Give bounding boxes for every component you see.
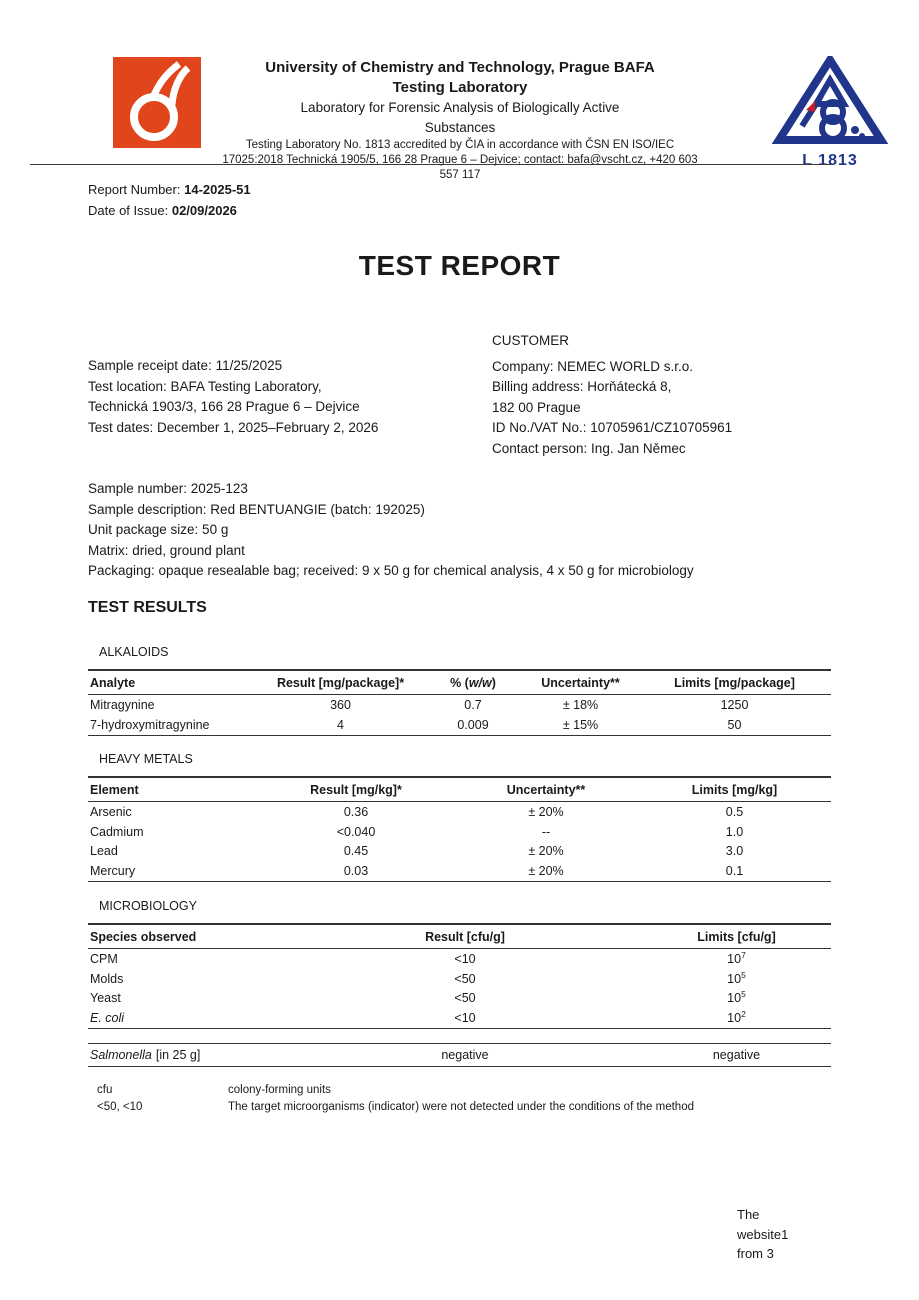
result-cell: 0.45 [343, 844, 369, 859]
heavy-metals-section-label: HEAVY METALS [99, 752, 193, 766]
salmonella-table [88, 1043, 831, 1067]
result-cell: negative [288, 1044, 642, 1067]
analyte-cell: Mitragynine [90, 697, 155, 712]
org-title-line2: Testing Laboratory [392, 79, 528, 96]
species-cell: Yeast [90, 991, 121, 1006]
limits-cell: $10^7$ [727, 949, 746, 966]
element-cell: Lead [90, 844, 118, 859]
header-divider [30, 164, 833, 165]
customer-contact-line: Contact person: Ing. Jan Němec [492, 440, 686, 456]
element-cell: Mercury [88, 861, 258, 881]
uncertainty-cell: ± 15% [523, 715, 638, 735]
document-title: TEST REPORT [358, 250, 561, 281]
species-column-header: Species observed [88, 924, 288, 949]
analyte-cell: 7-hydroxymitragynine [88, 715, 258, 735]
date-of-issue-label: Date of Issue: [88, 203, 169, 218]
result-column-header: Result [mg/package]* [258, 670, 423, 695]
footnote-term: cfu [97, 1084, 113, 1096]
heavy-metals-table [88, 776, 831, 882]
uncertainty-column-header: Uncertainty** [454, 777, 638, 802]
org-title-line1: University of Chemistry and Technology, Prague BAFA [265, 59, 655, 76]
matrix-line: Matrix: dried, ground plant [88, 542, 245, 558]
uncertainty-column-header: Uncertainty** [523, 670, 638, 695]
footer-line-2: website1 [737, 1226, 789, 1242]
footnote-cfu [97, 1082, 694, 1099]
table-row [88, 989, 831, 1009]
table-row [88, 822, 831, 842]
cia-accreditation-logo-icon [770, 56, 890, 170]
test-location-line: Test location: BAFA Testing Laboratory, [88, 378, 322, 394]
footnote-definition: The target microorganisms (indicator) were not detected under the conditions of the method [228, 1100, 694, 1113]
customer-heading: CUSTOMER [492, 333, 570, 348]
microbiology-header-row [88, 924, 831, 949]
uncertainty-cell: ± 20% [528, 804, 564, 819]
customer-vat-line: ID No./VAT No.: 10705961/CZ10705961 [492, 420, 733, 435]
customer-city-line: 182 00 Prague [492, 399, 581, 415]
species-cell: E. coli [88, 1008, 288, 1028]
table-row [88, 715, 831, 735]
species-cell: CPM [90, 951, 118, 966]
accreditation-number-label: L 1813 [802, 152, 858, 169]
customer-company-line: Company: NEMEC WORLD s.r.o. [492, 358, 694, 374]
percent-ww-cell: 0.7 [464, 697, 482, 712]
packaging-line: Packaging: opaque resealable bag; received: 9 x 50 g for chemical analysis, 4 x 50 g for microbiology [88, 563, 694, 579]
element-cell: Arsenic [90, 804, 132, 819]
species-cell: Molds [90, 971, 124, 986]
element-column-header: Element [88, 777, 258, 802]
result-cell: <50 [454, 991, 476, 1006]
result-cell: 4 [258, 715, 423, 735]
microbiology-section-label: MICROBIOLOGY [99, 899, 197, 913]
footer-line-1: The [737, 1207, 760, 1222]
species-cell: Salmonella [in 25 g] [88, 1044, 288, 1067]
org-subtitle-line2: Substances [424, 120, 496, 135]
table-row [88, 969, 831, 989]
customer-billing-address-line: Billing address: Horňátecká 8, [492, 379, 672, 394]
heavy-metals-header-row [88, 777, 831, 802]
alkaloids-section-label: ALKALOIDS [99, 645, 169, 659]
table-row [88, 1008, 831, 1028]
test-info-block [88, 356, 378, 438]
test-dates-line: Test dates: December 1, 2025–February 2, 2026 [88, 419, 379, 435]
sample-info-block [88, 479, 694, 582]
page-footer [737, 1205, 788, 1264]
date-of-issue-line [88, 200, 251, 221]
limits-cell: 1250 [720, 697, 749, 712]
microbiology-table [88, 923, 831, 1029]
limits-cell: 0.5 [725, 804, 744, 819]
sample-description-line: Sample description: Red BENTUANGIE (batch: 192025) [88, 501, 425, 517]
test-location-address-line: Technická 1903/3, 166 28 Prague 6 – Dejvice [88, 399, 360, 414]
footer-line-3: from 3 [737, 1246, 774, 1261]
footnote-detection [97, 1099, 694, 1116]
report-meta [88, 179, 251, 221]
report-number-line [88, 179, 251, 200]
report-number-label: Report Number: [88, 182, 181, 197]
result-cell: <10 [454, 951, 476, 966]
uncertainty-cell: ± 20% [454, 861, 638, 881]
uncertainty-cell: -- [541, 824, 551, 839]
footnote-term: <50, <10 [97, 1100, 143, 1113]
result-cell: 360 [330, 697, 351, 712]
analyte-column-header: Analyte [88, 670, 258, 695]
test-results-heading: TEST RESULTS [88, 599, 207, 616]
limits-column-header: Limits [mg/package] [638, 670, 831, 695]
limits-cell: 1.0 [725, 824, 744, 839]
uncertainty-cell: ± 18% [562, 697, 599, 712]
result-cell: <50 [454, 971, 476, 986]
limits-cell: negative [642, 1044, 831, 1067]
element-cell: Cadmium [90, 824, 144, 839]
uncertainty-cell: ± 20% [528, 844, 564, 859]
percent-ww-cell: 0.009 [423, 715, 523, 735]
footnotes [97, 1082, 694, 1115]
unit-package-size-line: Unit package size: 50 g [88, 522, 229, 538]
accreditation-fine-print-line3: 557 117 [439, 169, 481, 181]
report-number-value: 14-2025-51 [184, 182, 251, 197]
table-row [88, 695, 831, 715]
result-cell: <10 [288, 1008, 642, 1028]
limits-cell: 3.0 [725, 844, 744, 859]
result-column-header: Result [mg/kg]* [258, 777, 454, 802]
limits-cell: $10^5$ [727, 969, 746, 986]
date-of-issue-value: 02/09/2026 [171, 203, 237, 218]
limits-column-header: Limits [mg/kg] [638, 777, 831, 802]
result-column-header: Result [cfu/g] [288, 924, 642, 949]
org-subtitle-line1: Laboratory for Forensic Analysis of Biologically Active [300, 100, 620, 115]
table-row [88, 1044, 831, 1067]
result-cell: <0.040 [336, 824, 376, 839]
table-row [88, 802, 831, 822]
sample-number-line: Sample number: 2025-123 [88, 481, 248, 496]
limits-cell: $10^5$ [727, 989, 746, 1006]
alkaloids-table [88, 669, 831, 736]
limits-cell: 0.1 [638, 861, 831, 881]
limits-cell: $10^2$ [642, 1008, 831, 1028]
accreditation-fine-print-line2: 17025:2018 Technická 1905/5, 166 28 Prague 6 – Dejvice; contact: bafa@vscht.cz, +420 603 [222, 154, 698, 166]
limits-column-header: Limits [cfu/g] [642, 924, 831, 949]
table-row [88, 861, 831, 881]
table-row [88, 949, 831, 969]
result-cell: 0.36 [343, 804, 369, 819]
percent-ww-column-header: % (w/w) [423, 670, 523, 695]
table-row [88, 842, 831, 862]
sample-receipt-date-line: Sample receipt date: 11/25/2025 [88, 358, 283, 373]
alkaloids-header-row [88, 670, 831, 695]
result-cell: 0.03 [258, 861, 454, 881]
footnote-definition: colony-forming units [228, 1084, 331, 1096]
accreditation-fine-print-line1: Testing Laboratory No. 1813 accredited by ČIA in accordance with ČSN EN ISO/IEC [245, 139, 675, 151]
customer-block [492, 331, 732, 459]
limits-cell: 50 [638, 715, 831, 735]
